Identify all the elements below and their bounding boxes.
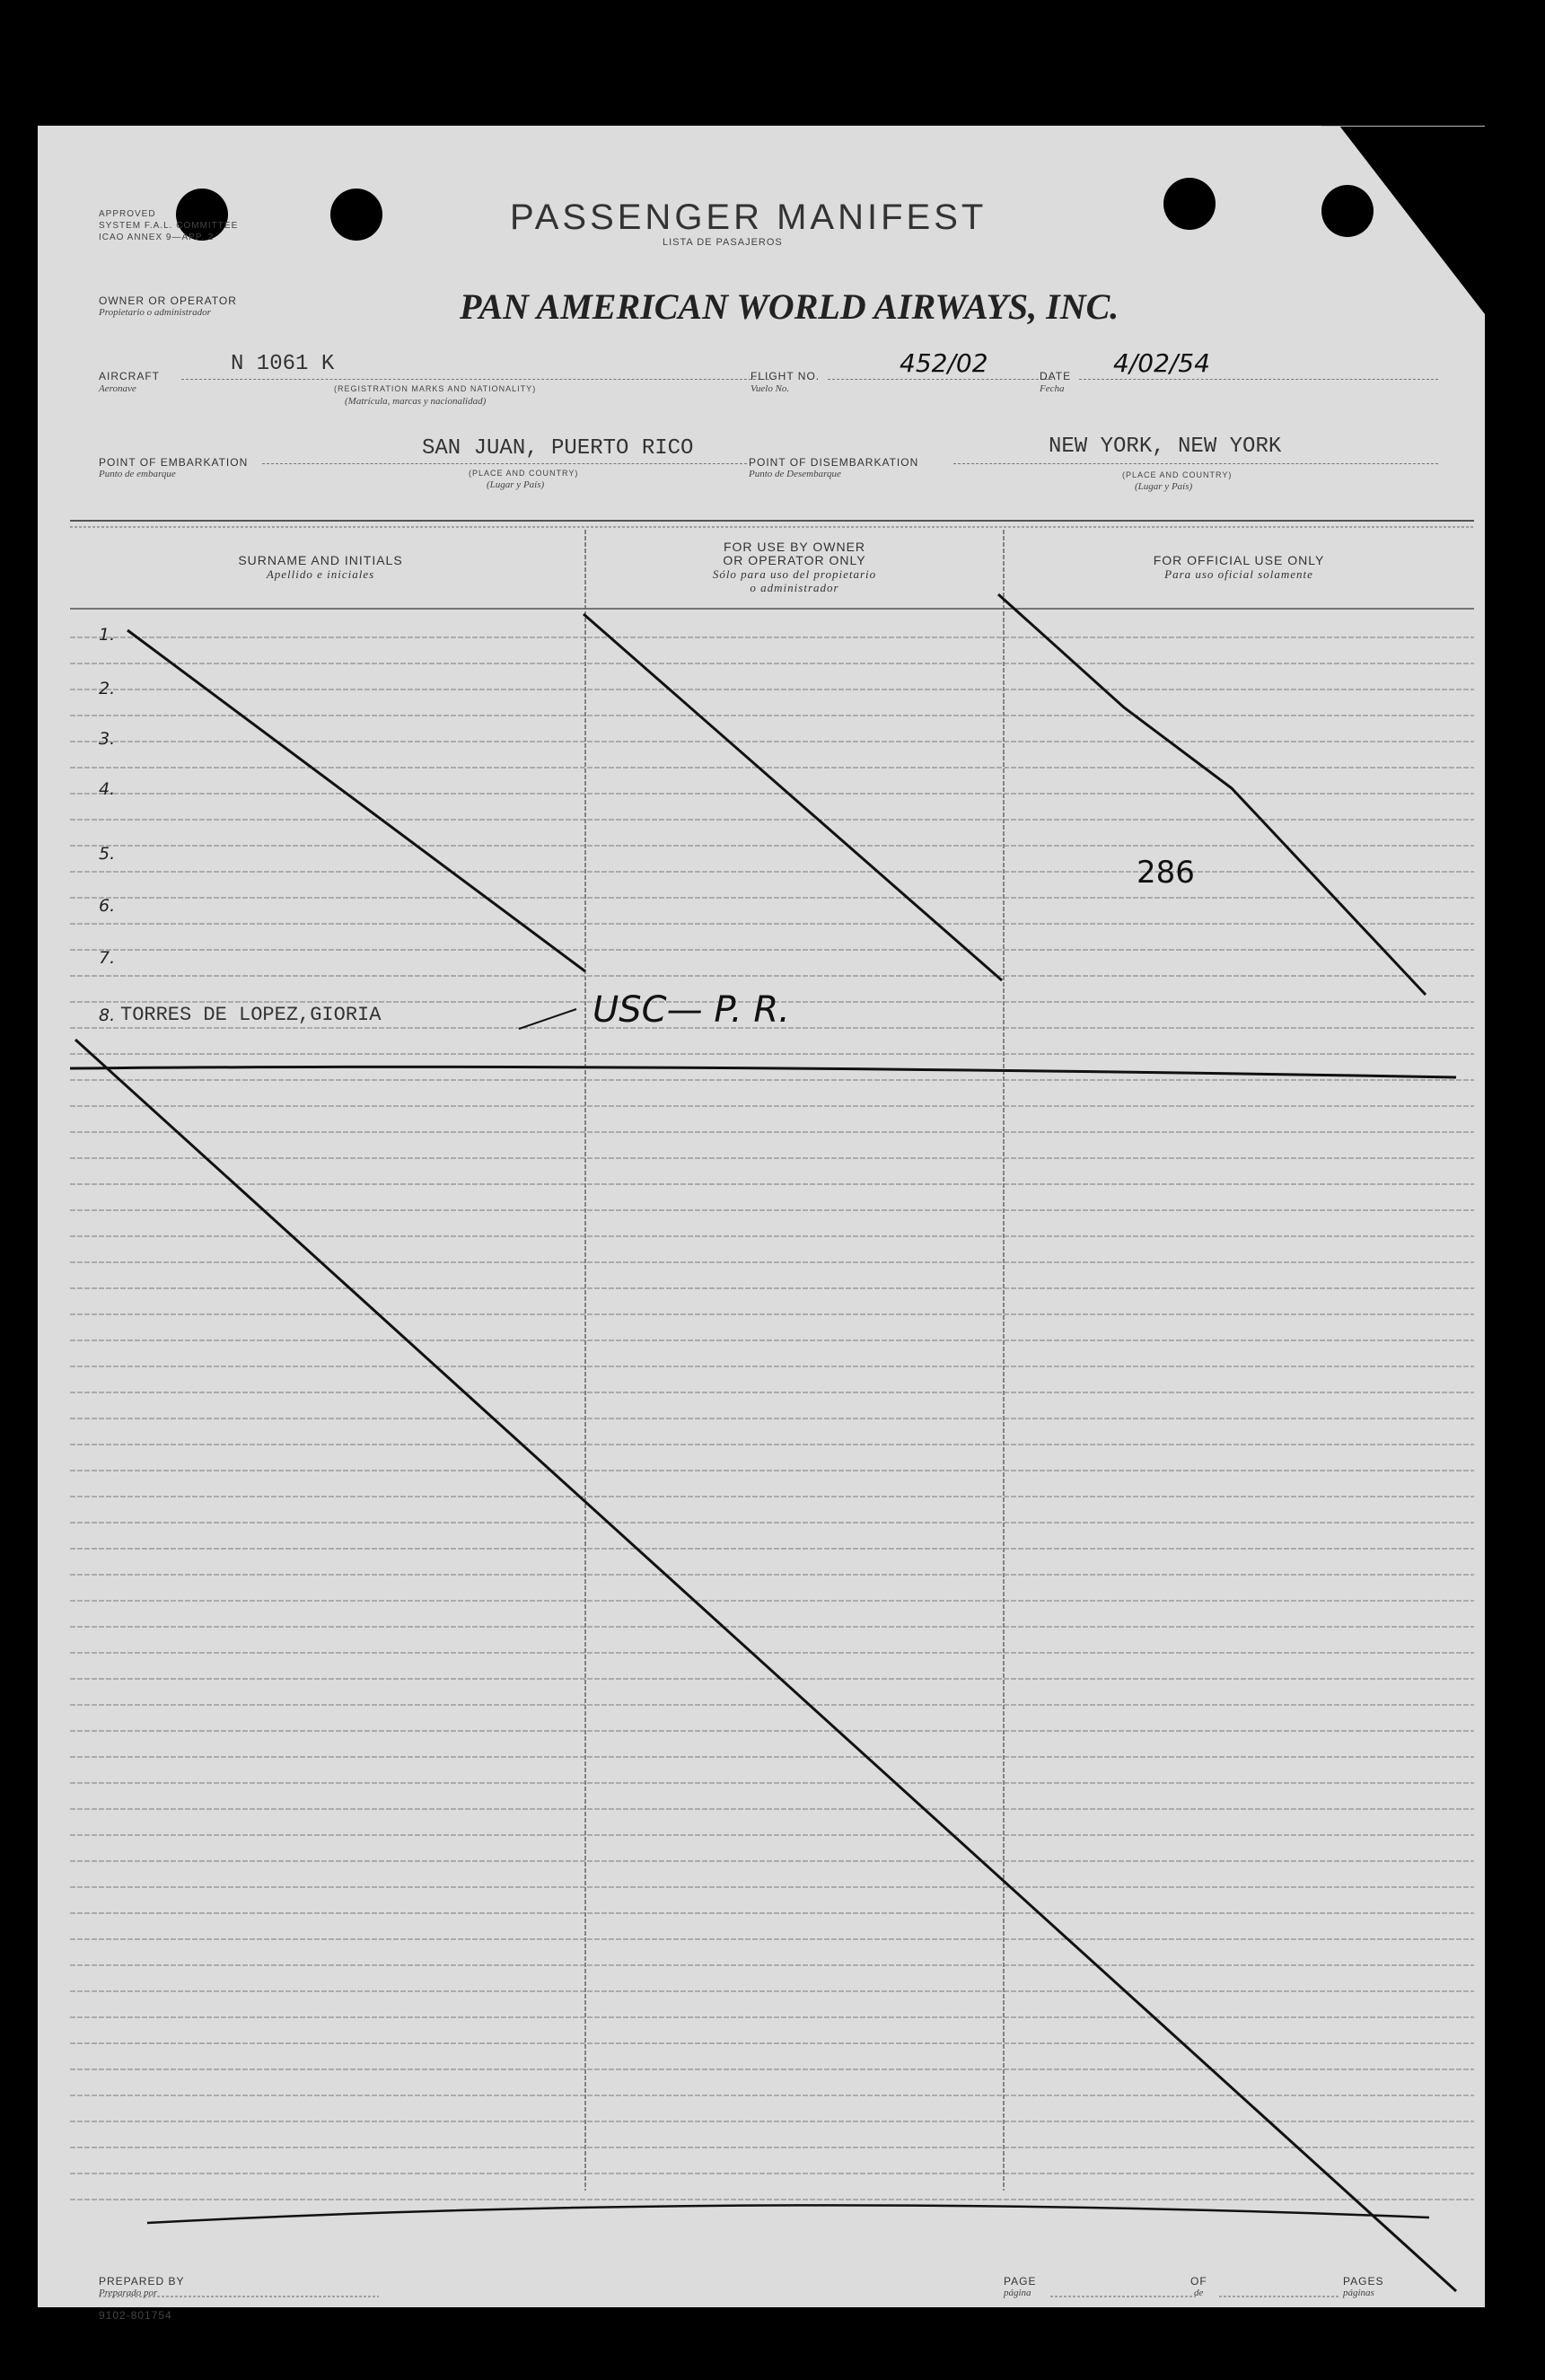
column-header-label-es: o administrador <box>750 581 839 594</box>
flight-no-label-es: Vuelo No. <box>751 383 790 394</box>
embark-label-es: Punto de embarque <box>99 469 176 479</box>
aircraft-label-es: Aeronave <box>99 383 136 394</box>
row-number: 7. <box>99 948 116 968</box>
embark-note: (PLACE AND COUNTRY) <box>469 469 579 478</box>
row-number: 2. <box>99 679 116 698</box>
pen-strike-line <box>998 594 1426 995</box>
form-number: 9102-801754 <box>99 2309 172 2322</box>
pen-tick-mark <box>519 1009 576 1029</box>
approval-line: SYSTEM F.A.L. COMMITTEE <box>99 221 239 231</box>
disembark-note-es: (Lugar y País) <box>1135 481 1193 492</box>
approval-line: APPROVED <box>99 209 156 219</box>
pen-separator-line <box>70 1067 1456 1077</box>
column-header-label: FOR USE BY OWNER <box>723 540 866 554</box>
approval-line: ICAO ANNEX 9—APP. 2 <box>99 233 215 242</box>
row-number: 6. <box>99 896 116 916</box>
owner-label-es: Propietario o administrador <box>99 307 211 318</box>
aircraft-note: (REGISTRATION MARKS AND NATIONALITY) <box>334 384 537 393</box>
embark-note-es: (Lugar y País) <box>487 479 545 490</box>
passenger-name: TORRES DE LOPEZ,GIORIA <box>120 1004 382 1026</box>
of-label: OF <box>1190 2275 1207 2288</box>
page-subtitle: LISTA DE PASAJEROS <box>663 237 783 248</box>
disembark-label: POINT OF DISEMBARKATION <box>749 456 919 469</box>
flight-no-label: FLIGHT NO. <box>751 370 821 382</box>
pages-label: PAGES <box>1343 2275 1384 2288</box>
pen-strike-line <box>75 1040 1456 2291</box>
aircraft-label: AIRCRAFT <box>99 370 160 382</box>
column-header-label-es: Para uso oficial solamente <box>1164 567 1313 581</box>
date-label: DATE <box>1040 370 1072 382</box>
row-number: 8. <box>99 1006 116 1025</box>
pen-strike-line <box>584 614 1002 980</box>
row-lines <box>70 637 1474 2200</box>
of-label-es: de <box>1194 2288 1204 2298</box>
disembark-label-es: Punto de Desembarque <box>749 469 841 479</box>
pen-strike-line <box>127 630 585 971</box>
row-number: 3. <box>99 729 116 749</box>
page-title: PASSENGER MANIFEST <box>510 198 988 237</box>
aircraft-note-es: (Matrícula, marcas y nacionalidad) <box>345 396 487 407</box>
column-header-label-es: Sólo para uso del propietario <box>712 567 877 581</box>
embark-label: POINT OF EMBARKATION <box>99 456 249 469</box>
pages-label-es: páginas <box>1343 2288 1374 2298</box>
column-header-label: FOR OFFICIAL USE ONLY <box>1153 553 1325 567</box>
row-number: 5. <box>99 844 116 864</box>
embark-value: SAN JUAN, PUERTO RICO <box>422 436 694 461</box>
row-number: 1. <box>99 625 116 645</box>
prepared-label-es: Preparado por <box>99 2288 158 2298</box>
owner-value: PAN AMERICAN WORLD AIRWAYS, INC. <box>460 286 1119 327</box>
official-number: 286 <box>1137 855 1195 891</box>
disembark-note: (PLACE AND COUNTRY) <box>1122 470 1233 479</box>
date-label-es: Fecha <box>1040 383 1065 394</box>
prepared-label: PREPARED BY <box>99 2275 185 2288</box>
form-grid <box>38 126 1485 2307</box>
disembark-value: NEW YORK, NEW YORK <box>1049 435 1282 459</box>
row-number: 4. <box>99 779 116 799</box>
owner-label: OWNER OR OPERATOR <box>99 294 237 307</box>
page-label: PAGE <box>1004 2275 1037 2288</box>
column-header-label: SURNAME AND INITIALS <box>238 553 403 567</box>
column-header-label-es: Apellido e iniciales <box>266 567 375 581</box>
date-value: 4/02/54 <box>1113 348 1210 378</box>
page-label-es: página <box>1004 2288 1031 2298</box>
manifest-form <box>38 126 1485 2322</box>
owner-use-note: USC— P. R. <box>593 989 790 1031</box>
flight-no-value: 452/02 <box>900 348 988 378</box>
column-header-label: OR OPERATOR ONLY <box>723 553 866 567</box>
pen-bottom-line <box>147 2205 1429 2223</box>
aircraft-value: N 1061 K <box>231 352 335 376</box>
